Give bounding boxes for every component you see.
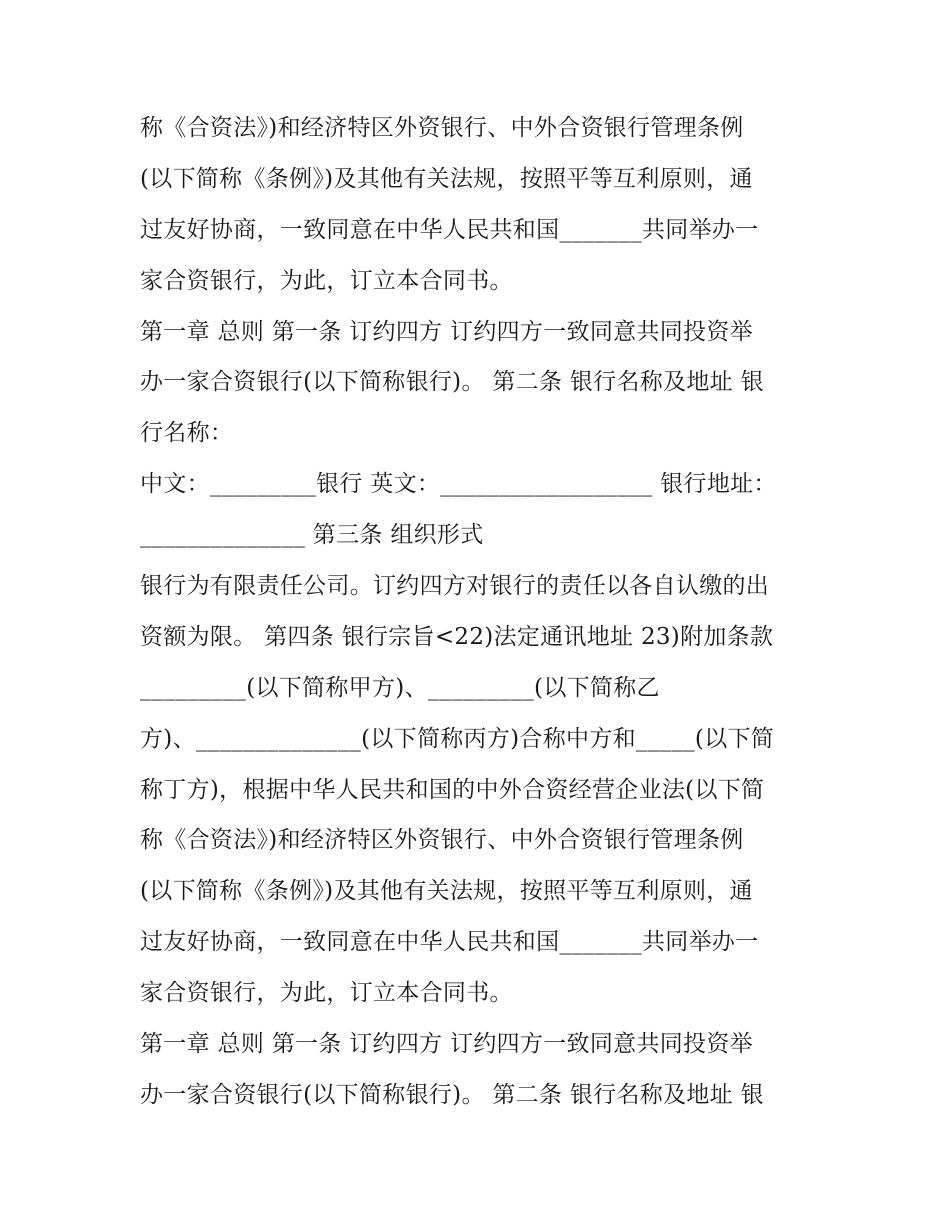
text-line: (以下简称《条例》)及其他有关法规，按照平等互利原则，通	[140, 165, 753, 192]
text-line: 家合资银行，为此，订立本合同书。	[140, 980, 513, 1007]
text-line: ______________ 第三条 组织形式	[140, 522, 484, 549]
text-line: 第一章 总则 第一条 订约四方 订约四方一致同意共同投资举	[140, 1031, 753, 1058]
text-line: _________(以下简称甲方)、_________(以下简称乙	[140, 674, 660, 701]
text-line: 中文：_________银行 英文：__________________ 银行地址：	[140, 471, 777, 498]
text-line: 行名称：	[140, 420, 234, 447]
text-line: 过友好协商，一致同意在中华人民共和国_______共同举办一	[140, 929, 759, 956]
text-line: 第一章 总则 第一条 订约四方 订约四方一致同意共同投资举	[140, 318, 753, 345]
text-line: 办一家合资银行(以下简称银行)。 第二条 银行名称及地址 银	[140, 369, 764, 396]
text-line: 银行为有限责任公司。订约四方对银行的责任以各自认缴的出	[140, 573, 770, 600]
text-line: 家合资银行，为此，订立本合同书。	[140, 267, 513, 294]
text-line: 资额为限。 第四条 银行宗旨<22)法定通讯地址 23)附加条款	[140, 623, 774, 650]
text-line: 过友好协商，一致同意在中华人民共和国_______共同举办一	[140, 216, 759, 243]
text-line: 称《合资法》)和经济特区外资银行、中外合资银行管理条例	[140, 827, 744, 854]
text-line: (以下简称《条例》)及其他有关法规，按照平等互利原则，通	[140, 878, 753, 905]
document-body	[140, 103, 830, 1121]
text-line: 称《合资法》)和经济特区外资银行、中外合资银行管理条例	[140, 115, 744, 141]
text-line: 称丁方)，根据中华人民共和国的中外合资经营企业法(以下简	[140, 776, 765, 803]
text-line: 办一家合资银行(以下简称银行)。 第二条 银行名称及地址 银	[140, 1081, 764, 1108]
text-line: 方)、______________(以下简称丙方)合称中方和_____(以下简	[140, 725, 775, 752]
